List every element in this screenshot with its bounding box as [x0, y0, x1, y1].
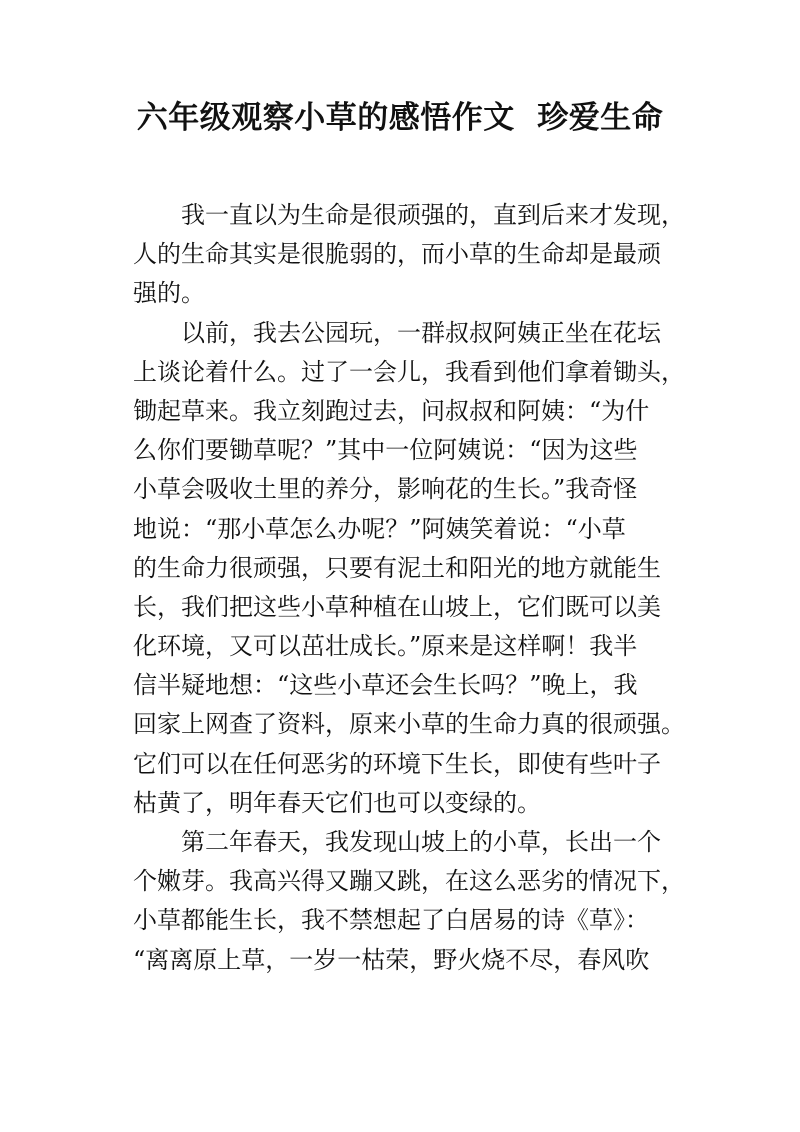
essay-line: 上谈论着什么。过了一会儿，我看到他们拿着锄头，: [133, 357, 685, 386]
essay-line: 么你们要锄草呢？”其中一位阿姨说：“因为这些: [133, 436, 638, 465]
essay-body: [133, 196, 693, 980]
document-title: 六年级观察小草的感悟作文 珍爱生命: [136, 100, 664, 136]
essay-line: 以前，我去公园玩，一群叔叔阿姨正坐在花坛: [181, 318, 661, 347]
essay-line: 第二年春天，我发现山坡上的小草，长出一个: [181, 828, 661, 856]
essay-line: 人的生命其实是很脆弱的，而小草的生命却是最顽: [133, 240, 661, 269]
essay-line: 个嫩芽。我高兴得又蹦又跳，在这么恶劣的情况下，: [133, 867, 685, 896]
essay-line: 小草会吸收土里的养分，影响花的生长。”我奇怪: [133, 475, 638, 504]
essay-line: 枯黄了，明年春天它们也可以变绿的。: [133, 788, 541, 817]
essay-line: 化环境，又可以茁壮成长。”原来是这样啊！我半: [133, 632, 638, 661]
essay-line: 小草都能生长，我不禁想起了白居易的诗《草》：: [133, 906, 649, 935]
essay-line: 锄起草来。我立刻跑过去，问叔叔和阿姨：“为什: [133, 396, 650, 425]
essay-line: “离离原上草，一岁一枯荣，野火烧不尽，春风吹: [133, 945, 650, 974]
essay-line: 信半疑地想：“这些小草还会生长吗？”晚上，我: [133, 671, 638, 700]
essay-line: 它们可以在任何恶劣的环境下生长，即使有些叶子: [133, 749, 661, 778]
essay-line: 的生命力很顽强，只要有泥土和阳光的地方就能生: [133, 553, 661, 582]
essay-line: 长，我们把这些小草种植在山坡上，它们既可以美: [133, 592, 661, 621]
essay-line: 强的。: [133, 279, 205, 308]
essay-line: 回家上网查了资料，原来小草的生命力真的很顽强。: [133, 710, 685, 739]
essay-line: 地说：“那小草怎么办呢？”阿姨笑着说：“小草: [133, 514, 626, 543]
essay-line: 我一直以为生命是很顽强的，直到后来才发现，: [181, 201, 685, 229]
